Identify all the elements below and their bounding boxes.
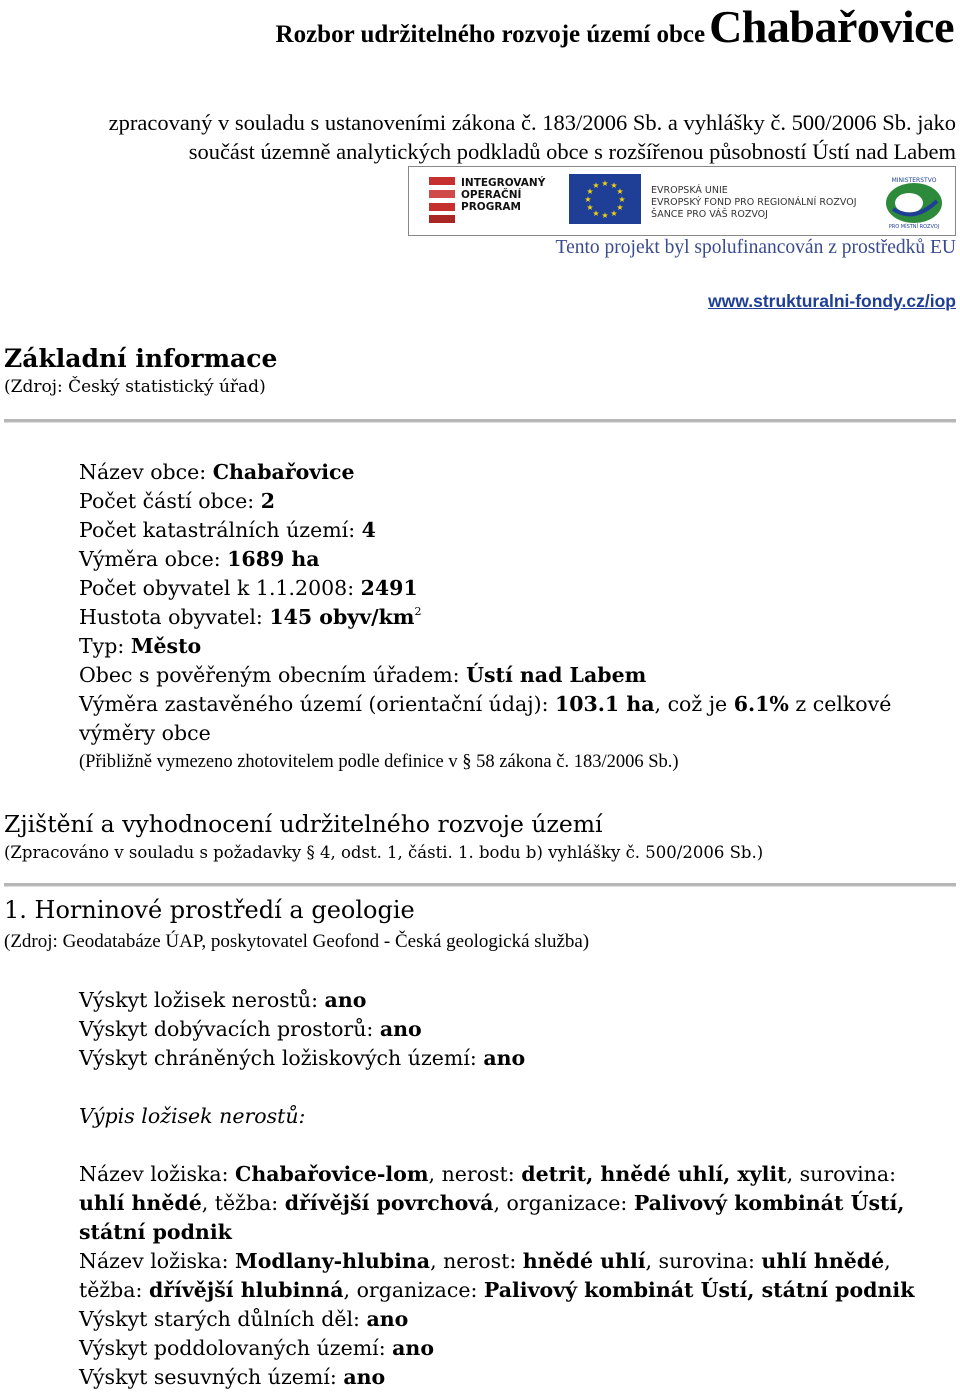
funding-note: Tento projekt byl spolufinancován z prostředků EU xyxy=(555,237,956,258)
value: hnědé uhlí xyxy=(522,1249,646,1273)
label: Výskyt chráněných ložiskových území: xyxy=(79,1046,484,1070)
intro-line-2: součást územně analytických podkladů obce s rozšířenou působností Ústí nad Labem xyxy=(188,139,956,164)
label: Název ložiska: xyxy=(79,1249,236,1273)
eu-text xyxy=(651,185,857,221)
iop-line-1: INTEGROVANÝ xyxy=(461,177,546,189)
info-row-type xyxy=(79,632,959,661)
info-row-cadastral xyxy=(79,516,959,545)
exponent: 2 xyxy=(414,605,422,618)
value: 2 xyxy=(260,489,275,513)
value: Chabařovice xyxy=(212,460,355,484)
geo-row-old-mines xyxy=(79,1305,939,1334)
label: Název ložiska: xyxy=(79,1162,236,1186)
value: ano xyxy=(324,988,367,1012)
geology-source: (Zdroj: Geodatabáze ÚAP, poskytovatel Geofond - Česká geologická služba) xyxy=(4,931,590,952)
iop-bars-icon xyxy=(429,177,455,223)
info-row-built-area xyxy=(79,690,957,748)
findings-note: (Zpracováno v souladu s požadavky § 4, odst. 1, části. 1. bodu b) vyhlášky č. 500/2006 Sb.) xyxy=(4,843,764,862)
label: Počet obyvatel k 1.1.2008: xyxy=(79,576,361,600)
value: detrit, hnědé uhlí, xylit xyxy=(521,1162,787,1186)
basic-info-list xyxy=(79,458,959,777)
value: 103.1 ha xyxy=(555,692,655,716)
label: , těžba: xyxy=(79,1249,891,1302)
value: 2491 xyxy=(360,576,418,600)
svg-text:★: ★ xyxy=(616,187,624,196)
geo-row-undermined xyxy=(79,1334,939,1363)
value: Palivový kombinát Ústí, státní podnik xyxy=(79,1191,905,1244)
deposits-list xyxy=(79,1160,939,1392)
info-row-area xyxy=(79,545,959,574)
label: z celkové výměry obce xyxy=(79,692,892,745)
deposit-item xyxy=(79,1160,939,1247)
label: , organizace: xyxy=(493,1191,634,1215)
svg-text:★: ★ xyxy=(601,179,609,188)
label: , surovina: xyxy=(786,1162,896,1186)
label: Výskyt dobývacích prostorů: xyxy=(79,1017,380,1041)
built-area-note: (Přibližně vymezeno zhotovitelem podle definice v § 58 zákona č. 183/2006 Sb.) xyxy=(79,752,679,772)
eu-line-3: ŠANCE PRO VÁŠ ROZVOJ xyxy=(651,209,768,220)
divider xyxy=(4,419,956,423)
info-row-parts xyxy=(79,487,959,516)
info-row-name xyxy=(79,458,959,487)
svg-text:★: ★ xyxy=(618,195,626,204)
value: Město xyxy=(130,634,202,658)
label: , surovina: xyxy=(645,1249,762,1273)
value: dřívější povrchová xyxy=(284,1191,494,1215)
svg-text:★: ★ xyxy=(586,203,594,212)
svg-text:★: ★ xyxy=(592,181,600,190)
iop-logo xyxy=(461,177,549,225)
label: Výskyt poddolovaných území: xyxy=(79,1336,393,1360)
geo-row-deposits xyxy=(79,986,959,1015)
label: Výměra zastavěného území (orientační údaj): xyxy=(79,692,555,716)
label: Počet katastrálních území: xyxy=(79,518,362,542)
geo-row-protected xyxy=(79,1044,959,1073)
value: uhlí hnědé xyxy=(79,1191,202,1215)
svg-text:★: ★ xyxy=(601,211,609,220)
iop-line-3: PROGRAM xyxy=(461,201,521,213)
iop-line-2: OPERAČNÍ xyxy=(461,189,522,201)
label: Hustota obyvatel: xyxy=(79,605,270,629)
intro-text xyxy=(0,108,956,166)
funding-logos xyxy=(408,166,956,236)
label: Typ: xyxy=(79,634,131,658)
info-row-population xyxy=(79,574,959,603)
label: , nerost: xyxy=(428,1162,522,1186)
geo-row-landslide xyxy=(79,1363,939,1392)
value: ano xyxy=(392,1336,435,1360)
value: 1689 ha xyxy=(227,547,320,571)
label: Název obce: xyxy=(79,460,213,484)
svg-text:★: ★ xyxy=(592,209,600,218)
value: ano xyxy=(343,1365,386,1389)
label: , což je xyxy=(654,692,734,716)
value: dřívější hlubinná xyxy=(148,1278,344,1302)
svg-text:★: ★ xyxy=(584,195,592,204)
svg-text:★: ★ xyxy=(610,181,618,190)
value: uhlí hnědé xyxy=(761,1249,885,1273)
website-link[interactable]: www.strukturalni-fondy.cz/iop xyxy=(708,291,956,311)
intro-line-1: zpracovaný v souladu s ustanoveními zákona č. 183/2006 Sb. a vyhlášky č. 500/2006 Sb. jako xyxy=(108,110,956,135)
divider xyxy=(4,883,956,887)
label: Obec s pověřeným obecním úřadem: xyxy=(79,663,467,687)
title-prefix: Rozbor udržitelného rozvoje území obce xyxy=(275,21,706,48)
findings-heading: Zjištění a vyhodnocení udržitelného rozvoje území xyxy=(4,810,603,838)
value: Ústí nad Labem xyxy=(466,663,647,687)
deposit-item xyxy=(79,1247,939,1305)
label: Výskyt starých důlních děl: xyxy=(79,1307,367,1331)
svg-text:★: ★ xyxy=(610,209,618,218)
svg-text:★: ★ xyxy=(616,203,624,212)
label: Výskyt sesuvných území: xyxy=(79,1365,344,1389)
value: 145 obyv/km xyxy=(269,605,415,629)
info-row-density xyxy=(79,603,959,632)
value: Modlany-hlubina xyxy=(235,1249,431,1273)
label: , těžba: xyxy=(201,1191,285,1215)
geo-row-mining xyxy=(79,1015,959,1044)
deposits-list-heading: Výpis ložisek nerostů: xyxy=(79,1104,306,1128)
value: ano xyxy=(483,1046,526,1070)
basic-info-heading: Základní informace xyxy=(4,344,278,373)
ministry-line-2: PRO MÍSTNÍ ROZVOJ xyxy=(888,224,940,229)
geology-flags xyxy=(79,986,959,1073)
svg-text:★: ★ xyxy=(586,187,594,196)
value: ano xyxy=(366,1307,409,1331)
eu-flag-icon xyxy=(569,174,641,224)
eu-line-1: EVROPSKÁ UNIE xyxy=(651,185,728,196)
value: 6.1% xyxy=(733,692,789,716)
value: Palivový kombinát Ústí, státní podnik xyxy=(483,1278,915,1302)
eu-line-2: EVROPSKÝ FOND PRO REGIONÁLNÍ ROZVOJ xyxy=(651,197,857,208)
basic-info-source: (Zdroj: Český statistický úřad) xyxy=(4,377,266,397)
value: ano xyxy=(379,1017,422,1041)
ministry-line-1: MINISTERSTVO xyxy=(891,177,937,184)
value: Chabařovice-lom xyxy=(235,1162,429,1186)
label: Výskyt ložisek nerostů: xyxy=(79,988,325,1012)
title-municipality: Chabařovice xyxy=(709,1,954,52)
label: , organizace: xyxy=(343,1278,484,1302)
ministry-logo-icon xyxy=(879,173,949,229)
label: Počet částí obce: xyxy=(79,489,261,513)
geology-heading: 1. Horninové prostředí a geologie xyxy=(4,896,415,924)
label: , nerost: xyxy=(430,1249,523,1273)
label: Výměra obce: xyxy=(79,547,228,571)
info-row-authority xyxy=(79,661,959,690)
document-title xyxy=(276,0,954,53)
value: 4 xyxy=(361,518,376,542)
